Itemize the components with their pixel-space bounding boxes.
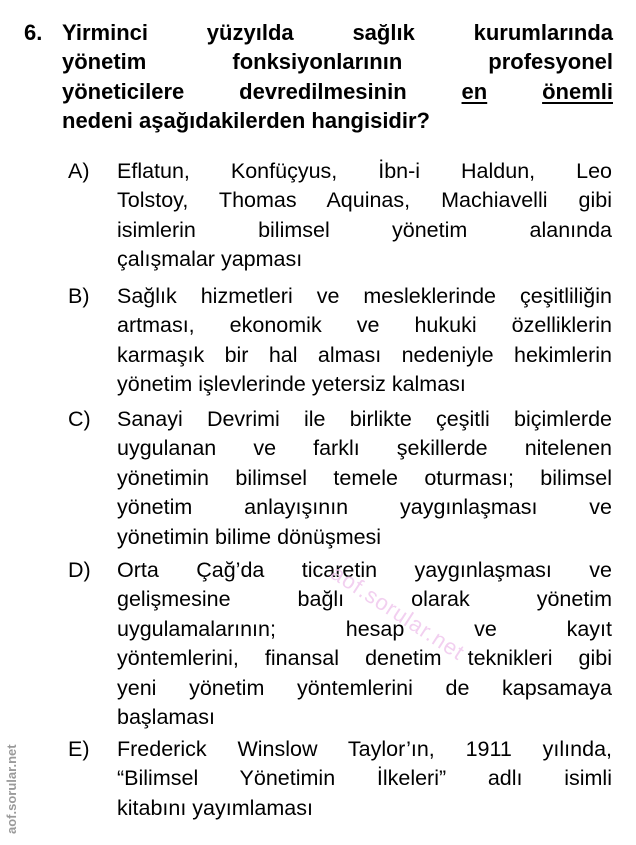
option-letter: B) <box>68 284 90 308</box>
question-line <box>62 77 613 106</box>
option-line: yönetimin bilimsel temele oturması; bilimsel <box>117 465 612 490</box>
option-line: başlaması <box>117 704 215 729</box>
option-line: gelişmesine bağlı olarak yönetim <box>117 587 612 612</box>
option-line: uygulanan ve farklı şekillerde nitelenen <box>117 436 612 461</box>
option-line: isimlerin bilimsel yönetim alanında <box>117 217 612 242</box>
option-line: Sanayi Devrimi ile birlikte çeşitli biçimlerde <box>117 407 612 431</box>
option-line: yönetim anlayışının yaygınlaşması ve <box>117 495 612 520</box>
option-line: kitabını yayımlaması <box>117 795 313 820</box>
question-line: nedeni aşağıdakilerden hangisidir? <box>62 108 430 134</box>
option-line: yönetimin bilime dönüşmesi <box>117 524 382 549</box>
option-text <box>117 405 612 552</box>
question-text <box>62 18 613 136</box>
option-line: yöntemlerini, finansal denetim teknikleri gibi <box>117 646 612 671</box>
option-line: karmaşık bir hal alması nedeniyle hekimlerin <box>117 342 612 367</box>
emphasis-underlined: en <box>461 78 488 104</box>
option-line: Orta Çağ’da ticaretin yaygınlaşması ve <box>117 558 612 582</box>
option-line: artması, ekonomik ve hukuki özelliklerin <box>117 313 612 338</box>
option-line: Sağlık hizmetleri ve mesleklerinde çeşitliliğin <box>117 284 612 308</box>
option-text <box>117 157 612 275</box>
option-letter: C) <box>68 407 91 431</box>
question-line: yönetim fonksiyonlarının profesyonel <box>62 49 613 75</box>
option-line: Tolstoy, Thomas Aquinas, Machiavelli gibi <box>117 188 612 213</box>
option-line: uygulamalarının; hesap ve kayıt <box>117 616 612 641</box>
option-line: yeni yönetim yöntemlerini de kapsamaya <box>117 675 612 700</box>
question-number: 6. <box>24 20 43 45</box>
option-letter: E) <box>68 737 90 761</box>
option-line: yönetim işlevlerinde yetersiz kalması <box>117 372 466 397</box>
option-line: “Bilimsel Yönetimin İlkeleri” adlı isimli <box>117 766 612 791</box>
option-line: Frederick Winslow Taylor’ın, 1911 yılında, <box>117 737 612 761</box>
option-text <box>117 735 612 823</box>
option-letter: D) <box>68 558 91 582</box>
option-line: Eflatun, Konfüçyus, İbn-i Haldun, Leo <box>117 159 612 183</box>
watermark: aof.sorular.net <box>326 560 470 666</box>
question-line-text: yöneticilere devredilmesinin <box>62 78 407 104</box>
option-line: çalışmalar yapması <box>117 247 303 272</box>
side-site-label: aof.sorular.net <box>4 744 19 834</box>
emphasis-underlined: önemli <box>542 78 613 104</box>
option-letter: A) <box>68 159 90 183</box>
question-line: Yirminci yüzyılda sağlık kurumlarında <box>62 20 613 45</box>
option-text <box>117 282 612 400</box>
